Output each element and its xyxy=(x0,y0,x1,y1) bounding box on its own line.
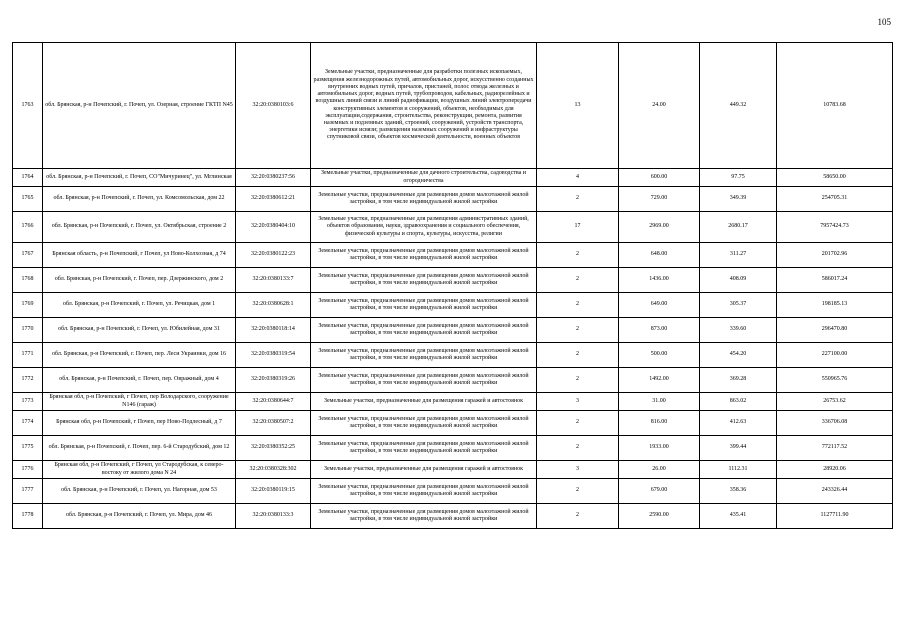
land-use-cell: Земельные участки, предназначенные для размещения административных зданий, объектов образования, науки, здравоохранения и социального обеспечения, физической культуры и спорта, культуры, искусства, религии xyxy=(311,212,537,243)
cadastral-number-cell: 32:20:0380352:25 xyxy=(236,436,311,461)
table-row xyxy=(13,243,893,268)
cadastral-number-cell: 32:20:0380122:23 xyxy=(236,243,311,268)
cadastral-value-cell: 198185.13 xyxy=(777,293,893,318)
specific-value-cell: 358.36 xyxy=(700,479,777,504)
category-code-cell: 13 xyxy=(537,43,619,169)
cadastral-value-cell: 586017.24 xyxy=(777,268,893,293)
table-row xyxy=(13,187,893,212)
address-cell: обл. Брянская, р-н Почепский, г. Почеп, ул. Комсомольская, дом 22 xyxy=(43,187,236,212)
specific-value-cell: 412.63 xyxy=(700,411,777,436)
area-cell: 26.00 xyxy=(619,461,700,479)
specific-value-cell: 399.44 xyxy=(700,436,777,461)
area-cell: 649.00 xyxy=(619,293,700,318)
land-use-cell: Земельные участки, предназначенные для размещения домов малоэтажной жилой застройки, в том числе индивидуальной жилой застройки xyxy=(311,318,537,343)
row-number-cell: 1771 xyxy=(13,343,43,368)
address-cell: обл. Брянская, р-н Почепский, г. Почеп, пер. Дзержинского, дом 2 xyxy=(43,268,236,293)
area-cell: 816.00 xyxy=(619,411,700,436)
cadastral-number-cell: 32:20:0380237:56 xyxy=(236,169,311,187)
cadastral-number-cell: 32:20:0380328:302 xyxy=(236,461,311,479)
area-cell: 679.00 xyxy=(619,479,700,504)
category-code-cell: 2 xyxy=(537,268,619,293)
address-cell: обл. Брянская, р-н Почепский, г. Почеп, пер. Овражный, дом 4 xyxy=(43,368,236,393)
area-cell: 648.00 xyxy=(619,243,700,268)
address-cell: обл. Брянская, р-н Почепский, г. Почеп, пер. 6-й Стародубский, дом 12 xyxy=(43,436,236,461)
area-cell: 1492.00 xyxy=(619,368,700,393)
category-code-cell: 2 xyxy=(537,436,619,461)
cadastral-value-cell: 7957424.73 xyxy=(777,212,893,243)
cadastral-value-cell: 28920.06 xyxy=(777,461,893,479)
category-code-cell: 2 xyxy=(537,504,619,529)
table-row xyxy=(13,43,893,169)
land-use-cell: Земельные участки, предназначенные для размещения домов малоэтажной жилой застройки, в том числе индивидуальной жилой застройки xyxy=(311,411,537,436)
cadastral-value-cell: 254705.31 xyxy=(777,187,893,212)
land-use-cell: Земельные участки, предназначенные для размещения гаражей и автостоянок xyxy=(311,393,537,411)
category-code-cell: 2 xyxy=(537,293,619,318)
area-cell: 2969.00 xyxy=(619,212,700,243)
area-cell: 600.00 xyxy=(619,169,700,187)
category-code-cell: 2 xyxy=(537,343,619,368)
cadastral-value-cell: 243326.44 xyxy=(777,479,893,504)
table-row xyxy=(13,318,893,343)
category-code-cell: 3 xyxy=(537,461,619,479)
cadastral-value-cell: 550965.76 xyxy=(777,368,893,393)
address-cell: обл. Брянская, р-н Почепский, г. Почеп, ул. Мира, дом 46 xyxy=(43,504,236,529)
cadastral-value-cell: 26753.62 xyxy=(777,393,893,411)
category-code-cell: 2 xyxy=(537,411,619,436)
row-number-cell: 1767 xyxy=(13,243,43,268)
table-body xyxy=(13,43,893,529)
category-code-cell: 2 xyxy=(537,479,619,504)
table-row xyxy=(13,461,893,479)
specific-value-cell: 435.41 xyxy=(700,504,777,529)
cadastral-number-cell: 32:20:0380118:14 xyxy=(236,318,311,343)
area-cell: 24.00 xyxy=(619,43,700,169)
address-cell: обл. Брянская, р-н Почепский, г. Почеп, пер. Леси Украинки, дом 16 xyxy=(43,343,236,368)
address-cell: обл. Брянская, р-н Почепский, г. Почеп, ул. Озерная, строение ГКТП N45 xyxy=(43,43,236,169)
address-cell: обл. Брянская, р-н Почепский, г. Почеп, ул. Нагорная, дом 53 xyxy=(43,479,236,504)
land-use-cell: Земельные участки, предназначенные для размещения домов малоэтажной жилой застройки, в том числе индивидуальной жилой застройки xyxy=(311,479,537,504)
land-use-cell: Земельные участки, предназначенные для размещения гаражей и автостоянок xyxy=(311,461,537,479)
address-cell: Брянская обл, р-н Почепский, г Почеп, пер Ново-Подлесный, д 7 xyxy=(43,411,236,436)
address-cell: обл. Брянская, р-н Почепский, г. Почеп, ул. Октябрьская, строение 2 xyxy=(43,212,236,243)
address-cell: Брянская обл, р-н Почепский, г Почеп, пер Володарского, сооружение N146 (гараж) xyxy=(43,393,236,411)
table-row xyxy=(13,293,893,318)
category-code-cell: 2 xyxy=(537,368,619,393)
specific-value-cell: 1112.31 xyxy=(700,461,777,479)
table-row xyxy=(13,393,893,411)
land-use-cell: Земельные участки, предназначенные для размещения домов малоэтажной жилой застройки, в том числе индивидуальной жилой застройки xyxy=(311,187,537,212)
row-number-cell: 1764 xyxy=(13,169,43,187)
table-row xyxy=(13,368,893,393)
cadastral-number-cell: 32:20:0380133:3 xyxy=(236,504,311,529)
specific-value-cell: 305.37 xyxy=(700,293,777,318)
row-number-cell: 1773 xyxy=(13,393,43,411)
category-code-cell: 2 xyxy=(537,243,619,268)
specific-value-cell: 349.39 xyxy=(700,187,777,212)
specific-value-cell: 454.20 xyxy=(700,343,777,368)
land-use-cell: Земельные участки, предназначенные для размещения домов малоэтажной жилой застройки, в том числе индивидуальной жилой застройки xyxy=(311,343,537,368)
row-number-cell: 1775 xyxy=(13,436,43,461)
row-number-cell: 1776 xyxy=(13,461,43,479)
specific-value-cell: 311.27 xyxy=(700,243,777,268)
cadastral-value-cell: 227100.00 xyxy=(777,343,893,368)
address-cell: обл. Брянская, р-н Почепский, г. Почеп, СО"Мичуринец", ул. Мглинская xyxy=(43,169,236,187)
area-cell: 500.00 xyxy=(619,343,700,368)
table-row xyxy=(13,343,893,368)
table-row xyxy=(13,169,893,187)
category-code-cell: 3 xyxy=(537,393,619,411)
row-number-cell: 1778 xyxy=(13,504,43,529)
address-cell: Брянская область, р-н Почепский, г Почеп, ул Ново-Колхозная, д 74 xyxy=(43,243,236,268)
area-cell: 31.00 xyxy=(619,393,700,411)
specific-value-cell: 408.09 xyxy=(700,268,777,293)
land-use-cell: Земельные участки, предназначенные для дачного строительства, садоводства и огородничества xyxy=(311,169,537,187)
table-row xyxy=(13,268,893,293)
cadastral-number-cell: 32:20:0380612:21 xyxy=(236,187,311,212)
land-use-cell: Земельные участки, предназначенные для размещения домов малоэтажной жилой застройки, в том числе индивидуальной жилой застройки xyxy=(311,268,537,293)
category-code-cell: 2 xyxy=(537,187,619,212)
address-cell: Брянская обл, р-н Почепский, г Почеп, ул Стародубская, к северо-востоку от жилого дома N 24 xyxy=(43,461,236,479)
land-use-cell: Земельные участки, предназначенные для размещения домов малоэтажной жилой застройки, в том числе индивидуальной жилой застройки xyxy=(311,243,537,268)
cadastral-number-cell: 32:20:0380404:10 xyxy=(236,212,311,243)
table-row xyxy=(13,504,893,529)
specific-value-cell: 2680.17 xyxy=(700,212,777,243)
specific-value-cell: 449.32 xyxy=(700,43,777,169)
cadastral-value-table xyxy=(12,42,893,529)
category-code-cell: 2 xyxy=(537,318,619,343)
cadastral-number-cell: 32:20:0380628:1 xyxy=(236,293,311,318)
land-use-cell: Земельные участки, предназначенные для размещения домов малоэтажной жилой застройки, в том числе индивидуальной жилой застройки xyxy=(311,368,537,393)
specific-value-cell: 863.02 xyxy=(700,393,777,411)
land-use-cell: Земельные участки, предназначенные для размещения домов малоэтажной жилой застройки, в том числе индивидуальной жилой застройки xyxy=(311,293,537,318)
cadastral-number-cell: 32:20:0380644:7 xyxy=(236,393,311,411)
cadastral-number-cell: 32:20:0380507:2 xyxy=(236,411,311,436)
address-cell: обл. Брянская, р-н Почепский, г. Почеп, ул. Речицкая, дом 1 xyxy=(43,293,236,318)
cadastral-value-cell: 58650.00 xyxy=(777,169,893,187)
row-number-cell: 1777 xyxy=(13,479,43,504)
cadastral-value-cell: 296470.80 xyxy=(777,318,893,343)
row-number-cell: 1765 xyxy=(13,187,43,212)
land-use-cell: Земельные участки, предназначенные для разработки полезных ископаемых, размещения железнодорожных путей, автомобильных дорог, искусственно созданных внутренних водных путей, причалов, пристаней, полос отвода железных и автомобильных дорог, водных путей, трубопроводов, кабельных, радиорелейных и воздушных линий связи и линий радиофикации, воздушных линий электропередачи конструктивных элементов и сооружений, объектов, необходимых для эксплуатации,содержания, строительства, реконструкции, ремонта, развития наземных и подземных зданий, строений, сооружений, устройств транспорта, энергетики исвязи; размещения наземных сооружений и инфраструктуры спутниковой связи, объектов космической деятельности, военных объектов xyxy=(311,43,537,169)
area-cell: 873.00 xyxy=(619,318,700,343)
table-row xyxy=(13,436,893,461)
category-code-cell: 4 xyxy=(537,169,619,187)
category-code-cell: 17 xyxy=(537,212,619,243)
row-number-cell: 1770 xyxy=(13,318,43,343)
table-row xyxy=(13,212,893,243)
row-number-cell: 1772 xyxy=(13,368,43,393)
area-cell: 1933.00 xyxy=(619,436,700,461)
specific-value-cell: 369.28 xyxy=(700,368,777,393)
row-number-cell: 1766 xyxy=(13,212,43,243)
row-number-cell: 1774 xyxy=(13,411,43,436)
cadastral-number-cell: 32:20:0380133:7 xyxy=(236,268,311,293)
cadastral-number-cell: 32:20:0380119:15 xyxy=(236,479,311,504)
table-row xyxy=(13,479,893,504)
cadastral-value-cell: 10783.68 xyxy=(777,43,893,169)
cadastral-value-cell: 201702.96 xyxy=(777,243,893,268)
row-number-cell: 1768 xyxy=(13,268,43,293)
area-cell: 729.00 xyxy=(619,187,700,212)
cadastral-value-cell: 336706.08 xyxy=(777,411,893,436)
cadastral-number-cell: 32:20:0380319:26 xyxy=(236,368,311,393)
specific-value-cell: 339.60 xyxy=(700,318,777,343)
specific-value-cell: 97.75 xyxy=(700,169,777,187)
area-cell: 1436.00 xyxy=(619,268,700,293)
page-number: 105 xyxy=(877,17,891,27)
address-cell: обл. Брянская, р-н Почепский, г. Почеп, ул. Юбилейная, дом 31 xyxy=(43,318,236,343)
cadastral-number-cell: 32:20:0380319:54 xyxy=(236,343,311,368)
row-number-cell: 1769 xyxy=(13,293,43,318)
row-number-cell: 1763 xyxy=(13,43,43,169)
land-use-cell: Земельные участки, предназначенные для размещения домов малоэтажной жилой застройки, в том числе индивидуальной жилой застройки xyxy=(311,504,537,529)
land-use-cell: Земельные участки, предназначенные для размещения домов малоэтажной жилой застройки, в том числе индивидуальной жилой застройки xyxy=(311,436,537,461)
table-row xyxy=(13,411,893,436)
cadastral-value-cell: 772117.52 xyxy=(777,436,893,461)
area-cell: 2590.00 xyxy=(619,504,700,529)
cadastral-number-cell: 32:20:0380103:6 xyxy=(236,43,311,169)
cadastral-value-cell: 1127711.90 xyxy=(777,504,893,529)
